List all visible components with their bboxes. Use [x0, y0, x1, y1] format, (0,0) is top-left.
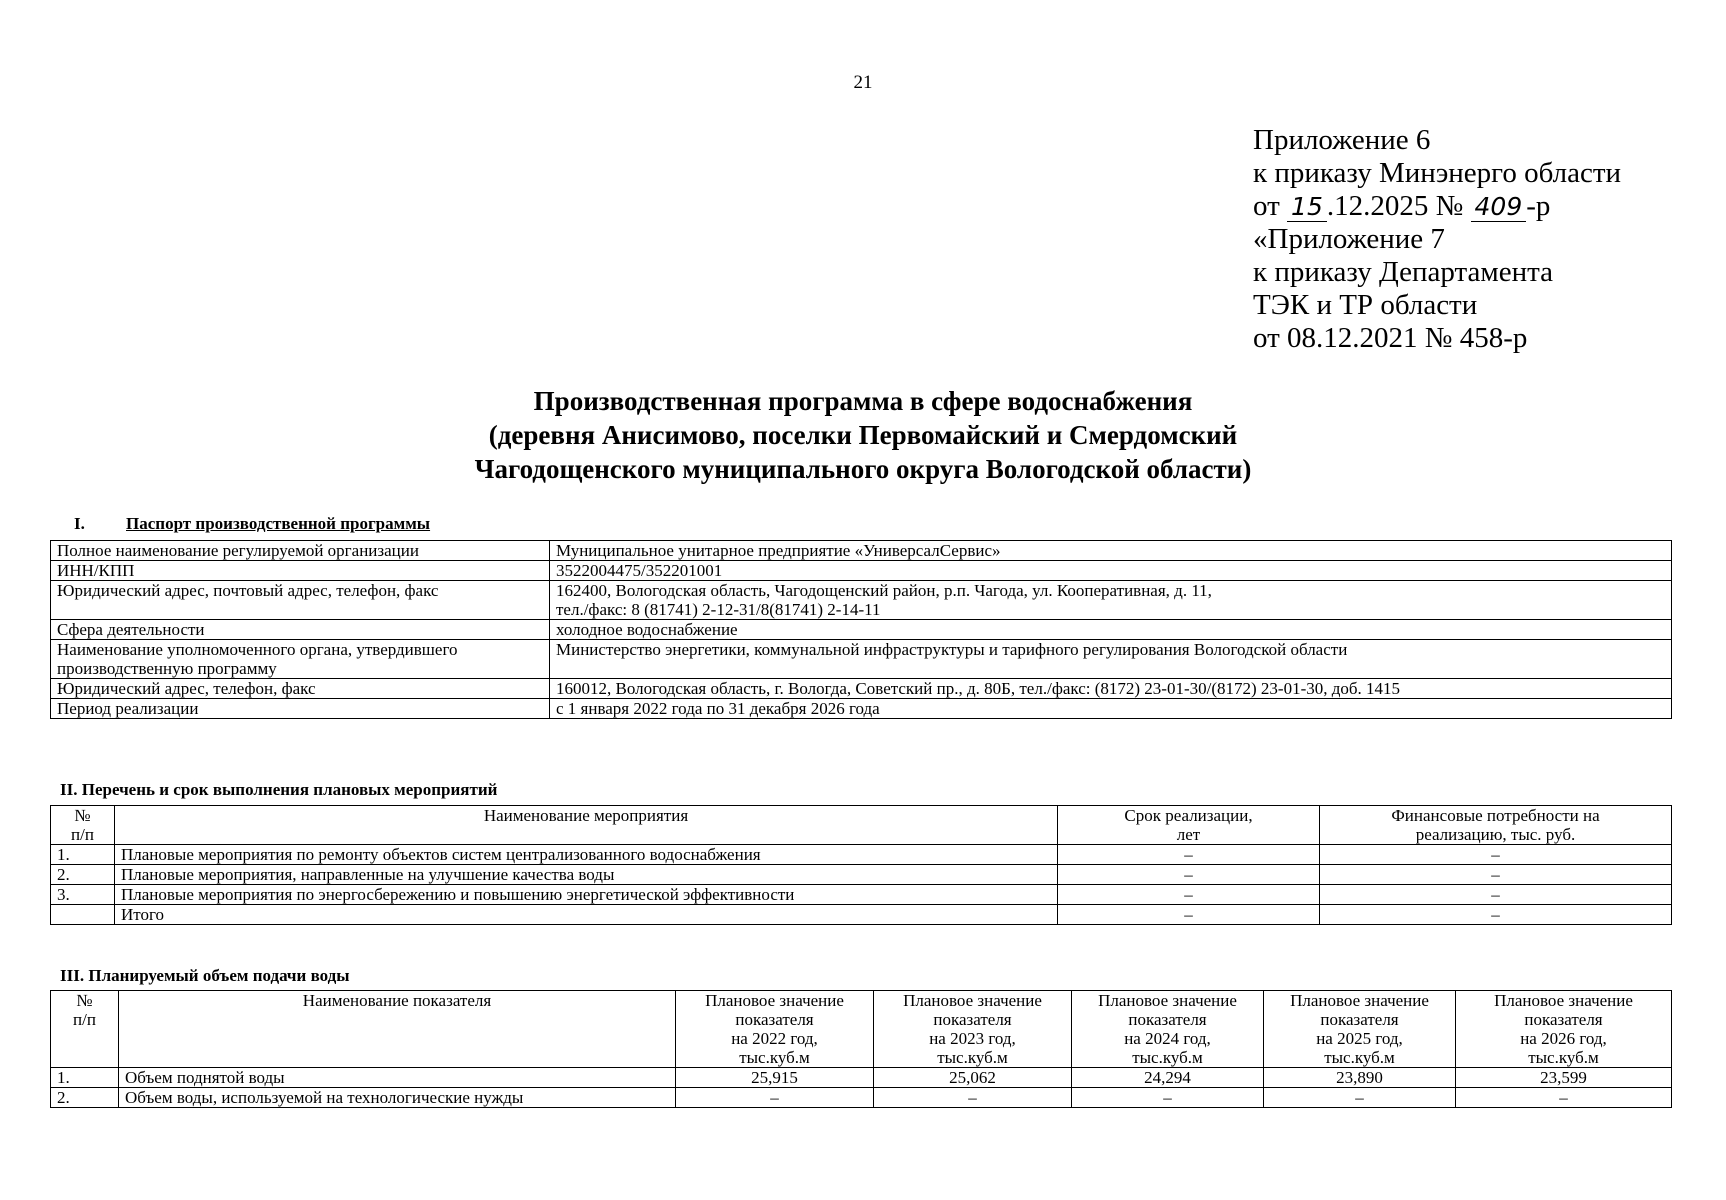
- table-row: [51, 541, 1672, 561]
- table-row: [51, 620, 1672, 640]
- measures-table: [50, 805, 1672, 925]
- appendix-block: [1253, 124, 1621, 355]
- table-row: [51, 845, 1672, 865]
- column-header: Плановое значение показателя на 2022 год, тыс.куб.м: [676, 991, 874, 1068]
- section2-heading: II. Перечень и срок выполнения плановых мероприятий: [60, 780, 498, 799]
- row-number: 1.: [51, 845, 115, 865]
- column-header: Плановое значение показателя на 2024 год, тыс.куб.м: [1072, 991, 1264, 1068]
- order-middle: .12.2025 №: [1326, 190, 1471, 222]
- passport-value: 160012, Вологодская область, г. Вологда, Советский пр., д. 80Б, тел./факс: (8172) 23-01-30/(8172) 23-01-30, доб. 1415: [550, 679, 1672, 699]
- cell-value: –: [1456, 1088, 1672, 1108]
- document-title: [0, 384, 1726, 486]
- table-row: [51, 640, 1672, 679]
- table-row: [51, 885, 1672, 905]
- measure-name: Плановые мероприятия, направленные на улучшение качества воды: [115, 865, 1058, 885]
- title-line: Чагодощенского муниципального округа Вологодской области): [474, 454, 1252, 484]
- row-number: 2.: [51, 1088, 119, 1108]
- cell-value: –: [874, 1088, 1072, 1108]
- cell-value: –: [1320, 885, 1672, 905]
- cell-value: 24,294: [1072, 1068, 1264, 1088]
- table-row: [51, 865, 1672, 885]
- cell-value: 23,890: [1264, 1068, 1456, 1088]
- passport-label: Наименование уполномоченного органа, утвердившего производственную программу: [51, 640, 550, 679]
- passport-table: [50, 540, 1672, 719]
- passport-label: Период реализации: [51, 699, 550, 719]
- column-header: Наименование показателя: [119, 991, 676, 1068]
- appendix-line: к приказу Минэнерго области: [1253, 157, 1622, 189]
- water-supply-table: [50, 990, 1672, 1108]
- row-number: 3.: [51, 885, 115, 905]
- cell-value: –: [1264, 1088, 1456, 1108]
- passport-label: Юридический адрес, телефон, факс: [51, 679, 550, 699]
- measure-name: Итого: [115, 905, 1058, 925]
- table-row: [51, 581, 1672, 620]
- column-header: Плановое значение показателя на 2023 год, тыс.куб.м: [874, 991, 1072, 1068]
- order-suffix: -р: [1526, 190, 1551, 222]
- column-header: Плановое значение показателя на 2025 год, тыс.куб.м: [1264, 991, 1456, 1068]
- section1-number: I.: [74, 514, 85, 533]
- passport-value: с 1 января 2022 года по 31 декабря 2026 года: [550, 699, 1672, 719]
- passport-label: ИНН/КПП: [51, 561, 550, 581]
- row-number: [51, 905, 115, 925]
- row-number: 1.: [51, 1068, 119, 1088]
- section3-heading: III. Планируемый объем подачи воды: [60, 966, 350, 985]
- passport-value: Муниципальное унитарное предприятие «УниверсалСервис»: [550, 541, 1672, 561]
- table-row: [51, 699, 1672, 719]
- section1-heading: [74, 514, 430, 534]
- passport-label: Сфера деятельности: [51, 620, 550, 640]
- cell-value: 25,915: [676, 1068, 874, 1088]
- table-row: [51, 1088, 1672, 1108]
- appendix-line: к приказу Департамента: [1253, 256, 1554, 288]
- column-header: Срок реализации, лет: [1058, 806, 1320, 845]
- appendix-order-line: [1253, 190, 1621, 223]
- measure-name: Плановые мероприятия по ремонту объектов систем централизованного водоснабжения: [115, 845, 1058, 865]
- indicator-name: Объем воды, используемой на технологические нужды: [119, 1088, 676, 1108]
- cell-value: –: [1320, 905, 1672, 925]
- column-header: № п/п: [51, 991, 119, 1068]
- cell-value: –: [676, 1088, 874, 1108]
- row-number: 2.: [51, 865, 115, 885]
- passport-value: Министерство энергетики, коммунальной инфраструктуры и тарифного регулирования Вологодской области: [550, 640, 1672, 679]
- appendix-line: «Приложение 7: [1253, 223, 1445, 255]
- handwritten-day: 15: [1287, 192, 1327, 222]
- cell-value: –: [1058, 845, 1320, 865]
- table-row: [51, 561, 1672, 581]
- cell-value: 25,062: [874, 1068, 1072, 1088]
- cell-value: –: [1058, 865, 1320, 885]
- passport-label: Полное наименование регулируемой организации: [51, 541, 550, 561]
- cell-value: –: [1058, 885, 1320, 905]
- appendix-line: Приложение 6: [1253, 124, 1431, 156]
- title-line: Производственная программа в сфере водоснабжения: [533, 386, 1193, 416]
- passport-label: Юридический адрес, почтовый адрес, телефон, факс: [51, 581, 550, 620]
- measure-name: Плановые мероприятия по энергосбережению и повышению энергетической эффективности: [115, 885, 1058, 905]
- table-row: [51, 905, 1672, 925]
- cell-value: –: [1058, 905, 1320, 925]
- column-header: Наименование мероприятия: [115, 806, 1058, 845]
- table-row: [51, 679, 1672, 699]
- table-row: [51, 1068, 1672, 1088]
- column-header: № п/п: [51, 806, 115, 845]
- column-header: Плановое значение показателя на 2026 год, тыс.куб.м: [1456, 991, 1672, 1068]
- passport-value: 162400, Вологодская область, Чагодощенский район, р.п. Чагода, ул. Кооперативная, д. 11, тел./факс: 8 (81741) 2-12-31/8(81741) 2-14-11: [550, 581, 1672, 620]
- passport-value: 3522004475/352201001: [550, 561, 1672, 581]
- page-number: 21: [853, 72, 873, 93]
- cell-value: –: [1320, 865, 1672, 885]
- cell-value: 23,599: [1456, 1068, 1672, 1088]
- order-prefix: от: [1253, 190, 1288, 222]
- section1-title: Паспорт производственной программы: [126, 514, 431, 533]
- passport-value: холодное водоснабжение: [550, 620, 1672, 640]
- appendix-line: от 08.12.2021 № 458-р: [1253, 322, 1528, 354]
- cell-value: –: [1320, 845, 1672, 865]
- appendix-line: ТЭК и ТР области: [1253, 289, 1478, 321]
- column-header: Финансовые потребности на реализацию, тыс. руб.: [1320, 806, 1672, 845]
- handwritten-number: 409: [1471, 192, 1527, 222]
- cell-value: –: [1072, 1088, 1264, 1108]
- title-line: (деревня Анисимово, поселки Первомайский и Смердомский: [488, 420, 1238, 450]
- indicator-name: Объем поднятой воды: [119, 1068, 676, 1088]
